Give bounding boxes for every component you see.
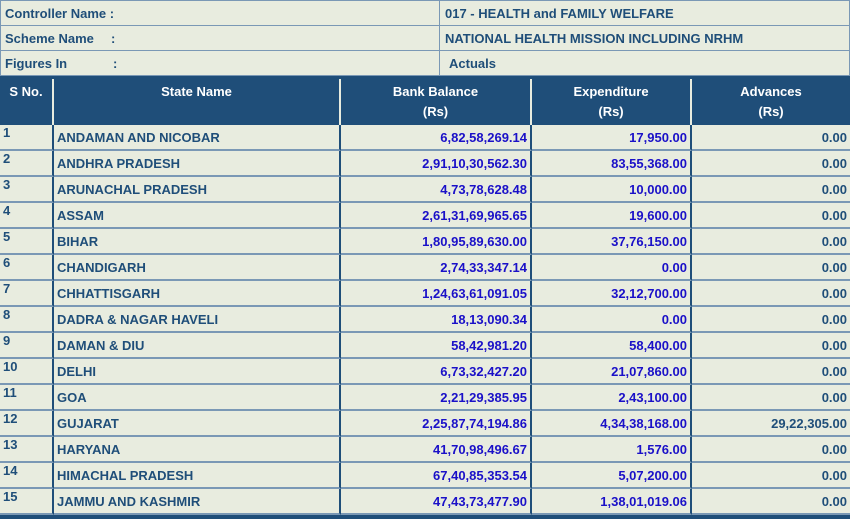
- scheme-colon: :: [111, 30, 116, 46]
- cell-expenditure: 1,38,01,019.06: [532, 489, 692, 515]
- cell-advances: 0.00: [692, 463, 850, 489]
- cell-state-name: DADRA & NAGAR HAVELI: [54, 307, 341, 333]
- cell-bank-balance: 41,70,98,496.67: [341, 437, 532, 463]
- cell-advances: 0.00: [692, 307, 850, 333]
- cell-advances: 0.00: [692, 229, 850, 255]
- col-header-exp-unit: (Rs): [598, 104, 624, 119]
- table-row: [0, 281, 850, 307]
- figures-row: [1, 51, 850, 76]
- cell-sno: 8: [0, 307, 54, 333]
- cell-bank-balance: 2,74,33,347.14: [341, 255, 532, 281]
- figures-label: Figures In: [5, 55, 68, 71]
- cell-expenditure: 5,07,200.00: [532, 463, 692, 489]
- table-row: [0, 229, 850, 255]
- col-header-adv-unit: (Rs): [758, 104, 784, 119]
- cell-sno: 7: [0, 281, 54, 307]
- cell-expenditure: 37,76,150.00: [532, 229, 692, 255]
- controller-label: Controller Name :: [5, 5, 115, 21]
- cell-bank-balance: 2,61,31,69,965.65: [341, 203, 532, 229]
- scheme-value: NATIONAL HEALTH MISSION INCLUDING NRHM: [440, 26, 850, 51]
- cell-bank-balance: 6,73,32,427.20: [341, 359, 532, 385]
- cell-advances: 0.00: [692, 203, 850, 229]
- cell-sno: 2: [0, 151, 54, 177]
- col-header-bank-balance: [341, 79, 532, 125]
- scheme-row: [1, 26, 850, 51]
- figures-colon: :: [113, 55, 118, 71]
- cell-state-name: BIHAR: [54, 229, 341, 255]
- cell-sno: 10: [0, 359, 54, 385]
- cell-state-name: ANDHRA PRADESH: [54, 151, 341, 177]
- table-row: [0, 463, 850, 489]
- cell-expenditure: 83,55,368.00: [532, 151, 692, 177]
- cell-expenditure: 21,07,860.00: [532, 359, 692, 385]
- cell-bank-balance: 47,43,73,477.90: [341, 489, 532, 515]
- cell-state-name: DAMAN & DIU: [54, 333, 341, 359]
- col-header-exp-label: Expenditure: [573, 84, 649, 99]
- table-row: [0, 489, 850, 515]
- cell-sno: 1: [0, 125, 54, 151]
- col-header-sno-label: S No.: [9, 84, 43, 99]
- cell-sno: 11: [0, 385, 54, 411]
- cell-bank-balance: 2,25,87,74,194.86: [341, 411, 532, 437]
- cell-state-name: GOA: [54, 385, 341, 411]
- table-header-row: [0, 79, 850, 125]
- report-info-table: [0, 0, 850, 76]
- cell-sno: 14: [0, 463, 54, 489]
- cell-state-name: GUJARAT: [54, 411, 341, 437]
- cell-bank-balance: 1,24,63,61,091.05: [341, 281, 532, 307]
- cell-expenditure: 1,576.00: [532, 437, 692, 463]
- table-row: [0, 307, 850, 333]
- cell-bank-balance: 18,13,090.34: [341, 307, 532, 333]
- cell-advances: 0.00: [692, 333, 850, 359]
- figures-label-cell: [1, 51, 440, 76]
- cell-sno: 9: [0, 333, 54, 359]
- cell-advances: 0.00: [692, 151, 850, 177]
- cell-state-name: HARYANA: [54, 437, 341, 463]
- col-header-sno: [0, 79, 54, 125]
- cell-expenditure: 0.00: [532, 255, 692, 281]
- cell-sno: 15: [0, 489, 54, 515]
- cell-bank-balance: 67,40,85,353.54: [341, 463, 532, 489]
- table-row: [0, 203, 850, 229]
- cell-expenditure: 4,34,38,168.00: [532, 411, 692, 437]
- table-row: [0, 177, 850, 203]
- cell-expenditure: 58,400.00: [532, 333, 692, 359]
- col-header-state: [54, 79, 341, 125]
- cell-state-name: ANDAMAN AND NICOBAR: [54, 125, 341, 151]
- cell-state-name: CHHATTISGARH: [54, 281, 341, 307]
- cell-sno: 12: [0, 411, 54, 437]
- cell-expenditure: 10,000.00: [532, 177, 692, 203]
- cell-bank-balance: 4,73,78,628.48: [341, 177, 532, 203]
- table-row: [0, 255, 850, 281]
- cell-advances: 0.00: [692, 281, 850, 307]
- col-header-expenditure: [532, 79, 692, 125]
- table-row: [0, 411, 850, 437]
- table-body: [0, 125, 850, 515]
- cell-advances: 0.00: [692, 177, 850, 203]
- cell-advances: 0.00: [692, 255, 850, 281]
- table-row: [0, 125, 850, 151]
- cell-state-name: ASSAM: [54, 203, 341, 229]
- cell-state-name: CHANDIGARH: [54, 255, 341, 281]
- cell-advances: 29,22,305.00: [692, 411, 850, 437]
- cell-state-name: ARUNACHAL PRADESH: [54, 177, 341, 203]
- col-header-bank-unit: (Rs): [422, 104, 449, 119]
- cell-expenditure: 0.00: [532, 307, 692, 333]
- table-row: [0, 359, 850, 385]
- cell-expenditure: 2,43,100.00: [532, 385, 692, 411]
- table-row: [0, 385, 850, 411]
- controller-row: [1, 1, 850, 26]
- cell-sno: 3: [0, 177, 54, 203]
- cell-state-name: JAMMU AND KASHMIR: [54, 489, 341, 515]
- scheme-label: Scheme Name: [5, 30, 94, 46]
- figures-value: Actuals: [440, 51, 850, 76]
- state-balance-table: [0, 79, 850, 515]
- cell-sno: 6: [0, 255, 54, 281]
- cell-sno: 4: [0, 203, 54, 229]
- cell-expenditure: 19,600.00: [532, 203, 692, 229]
- table-row: [0, 333, 850, 359]
- col-header-adv-label: Advances: [740, 84, 802, 99]
- controller-label-cell: [1, 1, 440, 26]
- cell-sno: 5: [0, 229, 54, 255]
- cell-advances: 0.00: [692, 125, 850, 151]
- col-header-state-label: State Name: [161, 84, 232, 99]
- cell-expenditure: 17,950.00: [532, 125, 692, 151]
- cell-state-name: HIMACHAL PRADESH: [54, 463, 341, 489]
- col-header-bank-label: Bank Balance: [392, 84, 479, 99]
- cell-bank-balance: 58,42,981.20: [341, 333, 532, 359]
- table-row: [0, 151, 850, 177]
- col-header-advances: [692, 79, 850, 125]
- cell-bank-balance: 1,80,95,89,630.00: [341, 229, 532, 255]
- cell-expenditure: 32,12,700.00: [532, 281, 692, 307]
- table-row: [0, 437, 850, 463]
- cell-bank-balance: 2,21,29,385.95: [341, 385, 532, 411]
- cell-advances: 0.00: [692, 359, 850, 385]
- cell-advances: 0.00: [692, 437, 850, 463]
- cell-state-name: DELHI: [54, 359, 341, 385]
- cell-bank-balance: 2,91,10,30,562.30: [341, 151, 532, 177]
- cell-bank-balance: 6,82,58,269.14: [341, 125, 532, 151]
- scheme-label-cell: [1, 26, 440, 51]
- cell-sno: 13: [0, 437, 54, 463]
- controller-value: 017 - HEALTH and FAMILY WELFARE: [440, 1, 850, 26]
- cell-advances: 0.00: [692, 489, 850, 515]
- cell-advances: 0.00: [692, 385, 850, 411]
